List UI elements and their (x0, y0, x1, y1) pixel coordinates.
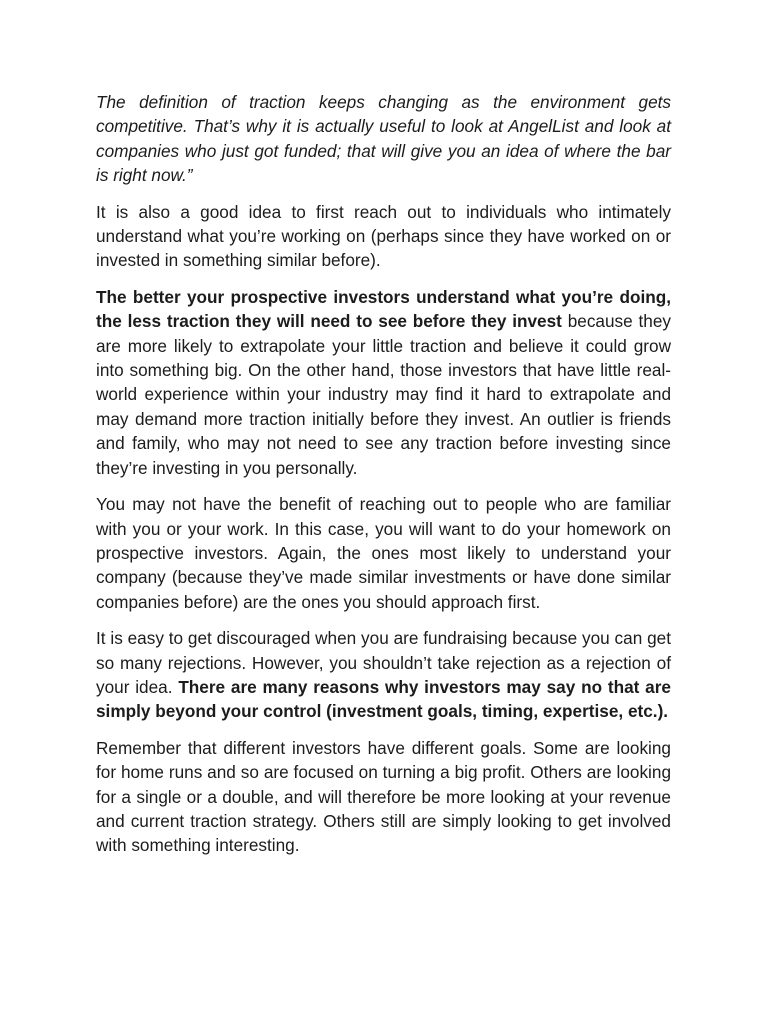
body-paragraph (96, 736, 671, 858)
body-paragraph (96, 626, 671, 724)
document-page (96, 90, 671, 870)
quote-paragraph (96, 90, 671, 188)
body-paragraph (96, 492, 671, 614)
emphasized-text: There are many reasons why investors may say no that are simply beyond your control (investment goals, timing, expertise, etc.). (96, 676, 671, 722)
paragraph-text: You may not have the benefit of reaching out to people who are familiar with you or your work. In this case, you will want to do your homework on prospective investors. Again, the ones most likely to understand your company (because they’ve made similar investments or have done similar companies before) are the ones you should approach first. (96, 494, 671, 612)
paragraph-text: It is easy to get discouraged when you are fundraising because you can get so many rejections. However, you shouldn’t take rejection as a rejection of your idea. (96, 628, 671, 697)
paragraph-text: It is also a good idea to first reach out to individuals who intimately understand what you’re working on (perhaps since they have worked on or invested in something similar before). (96, 201, 671, 271)
paragraph-text: because they are more likely to extrapolate your little traction and believe it could grow into something big. On the other hand, those investors that have little real-world experience within your industry may find it hard to extrapolate and may demand more traction initially before they invest. An outlier is friends and family, who may not need to see any traction before investing since they’re investing in you personally. (96, 311, 671, 478)
body-paragraph (96, 285, 671, 480)
body-paragraph (96, 200, 671, 273)
paragraph-text: The definition of traction keeps changing as the environment gets competitive. That’s why it is actually useful to look at AngelList and look at companies who just got funded; that will give you an idea of where the bar is right now.” (96, 92, 671, 186)
emphasized-text: The better your prospective investors understand what you’re doing, the less traction they will need to see before they invest (96, 286, 671, 332)
paragraph-text: Remember that different investors have different goals. Some are looking for home runs and so are focused on turning a big profit. Others are looking for a single or a double, and will therefore be more looking at your revenue and current traction strategy. Others still are simply looking to get involved with something interesting. (96, 737, 671, 856)
